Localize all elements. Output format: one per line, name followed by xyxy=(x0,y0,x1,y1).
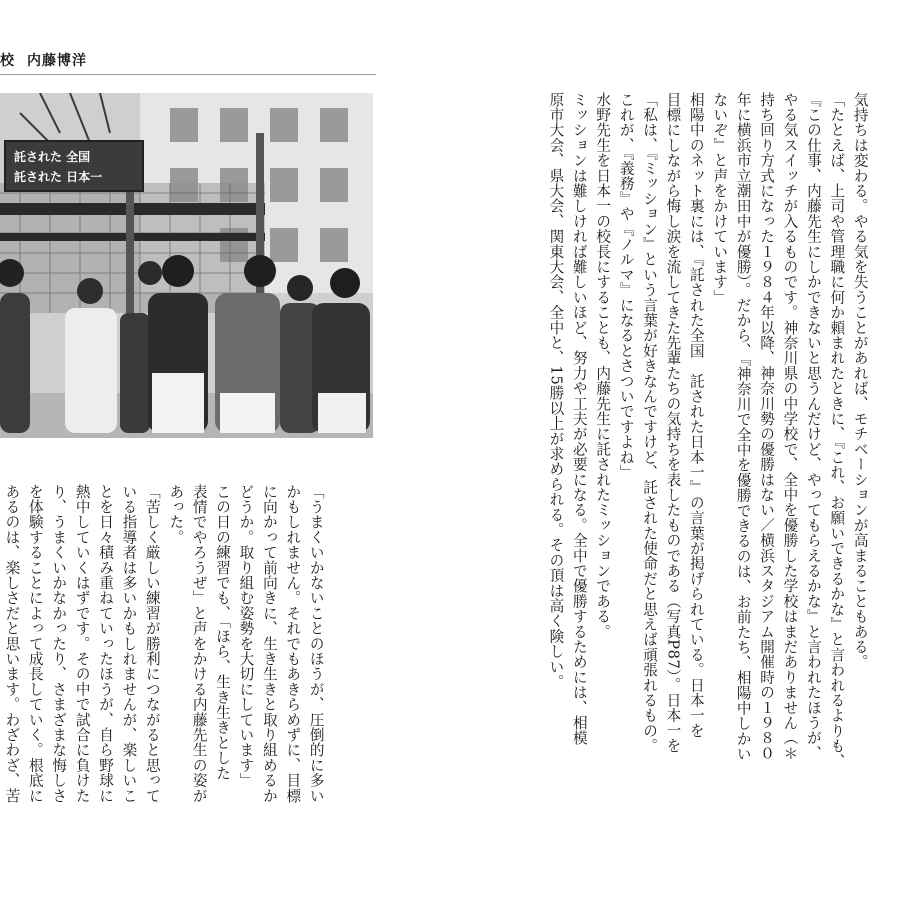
text-line: あるのは、楽しさだと思います。わざわざ、苦 xyxy=(3,484,21,804)
text-line: を体験することによって成長していく。根底に xyxy=(26,484,44,804)
sign-line-2: 託された 日本一 xyxy=(14,170,103,184)
running-head-teacher-name: 内藤博洋 xyxy=(27,53,87,69)
text-line: 年に横浜市立潮田中が優勝）。だから、『神奈川で全中を優勝できるのは、お前たち、相陽中しかい xyxy=(734,92,752,762)
text-line: 原市大会、県大会、関東大会、全中と、15勝以上が求められる。その頂は高く険しい。 xyxy=(547,92,565,690)
team-photo xyxy=(0,93,373,438)
text-line: り、うまくいかなかったり、さまざまな悔しさ xyxy=(50,484,68,804)
text-line: ないぞ』と声をかけています」 xyxy=(711,92,729,305)
text-line: 「私は、『ミッション』という言葉が好きなんですけど、託された使命だと思えば頑張れるもの。 xyxy=(641,92,659,754)
lower-text-block xyxy=(0,484,328,864)
text-line: 持ち回り方式になった１９８４年以降、神奈川勢の優勝はない／横浜スタジアム開催時の１９８０ xyxy=(758,92,776,761)
text-line: とを日々積み重ねていったほうが、自ら野球に xyxy=(97,484,115,804)
text-line: やる気スイッチが入るものです。神奈川県の中学校で、全中を優勝した学校はまだありません（＊ xyxy=(781,92,799,761)
text-line: 「苦しく厳しい練習が勝利につながると思って xyxy=(143,484,161,804)
text-line: この日の練習でも、「ほら、生き生きとした xyxy=(214,484,232,781)
sign-line-1: 託された 全国 xyxy=(14,150,91,164)
text-line: 水野先生を日本一の校長にすることも、内藤先生に託されたミッションである。 xyxy=(594,92,612,640)
text-line: いる指導者は多いかもしれませんが、楽しいこ xyxy=(120,484,138,804)
text-line: 熱中していくはずです。その中で試合に負けた xyxy=(73,484,91,804)
text-line: 「うまくいかないことのほうが、圧倒的に多い xyxy=(307,484,325,804)
text-line: ミッションは難しければ難しいほど、努力や工夫が必要になる。全中で優勝するためには、相模 xyxy=(570,92,588,746)
running-head-school: 校 xyxy=(0,53,15,69)
text-line: かもしれません。それでもあきらめずに、目標 xyxy=(284,484,302,804)
text-line: 目標にしながら悔し涙を流してきた先輩たちの気持ちを表したものである（写真P87）。日本一を xyxy=(664,92,682,754)
running-head xyxy=(0,50,87,70)
text-line: どうか。取り組む姿勢を大切にしています」 xyxy=(237,484,255,788)
text-line: 相陽中のネット裏には、『託された全国 託された日本一』の言葉が掲げられている。日本一を xyxy=(687,92,705,739)
text-line: 「たとえば、上司や管理職に何か頼まれたときに、『これ、お願いできるかな』と言われるよりも、 xyxy=(828,92,846,769)
text-line: 表情でやろうぜ」と声をかける内藤先生の姿が xyxy=(190,484,208,804)
text-line: 気持ちは変わる。やる気を失うことがあれば、モチベーションが高まることもある。 xyxy=(851,92,869,670)
text-line: あった。 xyxy=(167,484,185,545)
text-line: 『この仕事、内藤先生にしかできないと思うんだけど、やってもらえるかな』と言われたほうが、 xyxy=(804,92,822,761)
text-line: に向かって前向きに、生き生きと取り組めるか xyxy=(260,484,278,804)
text-line: これが、『義務』や『ノルマ』になるとさついですよね」 xyxy=(617,92,635,480)
header-rule xyxy=(0,74,376,75)
main-text-block xyxy=(544,92,872,872)
